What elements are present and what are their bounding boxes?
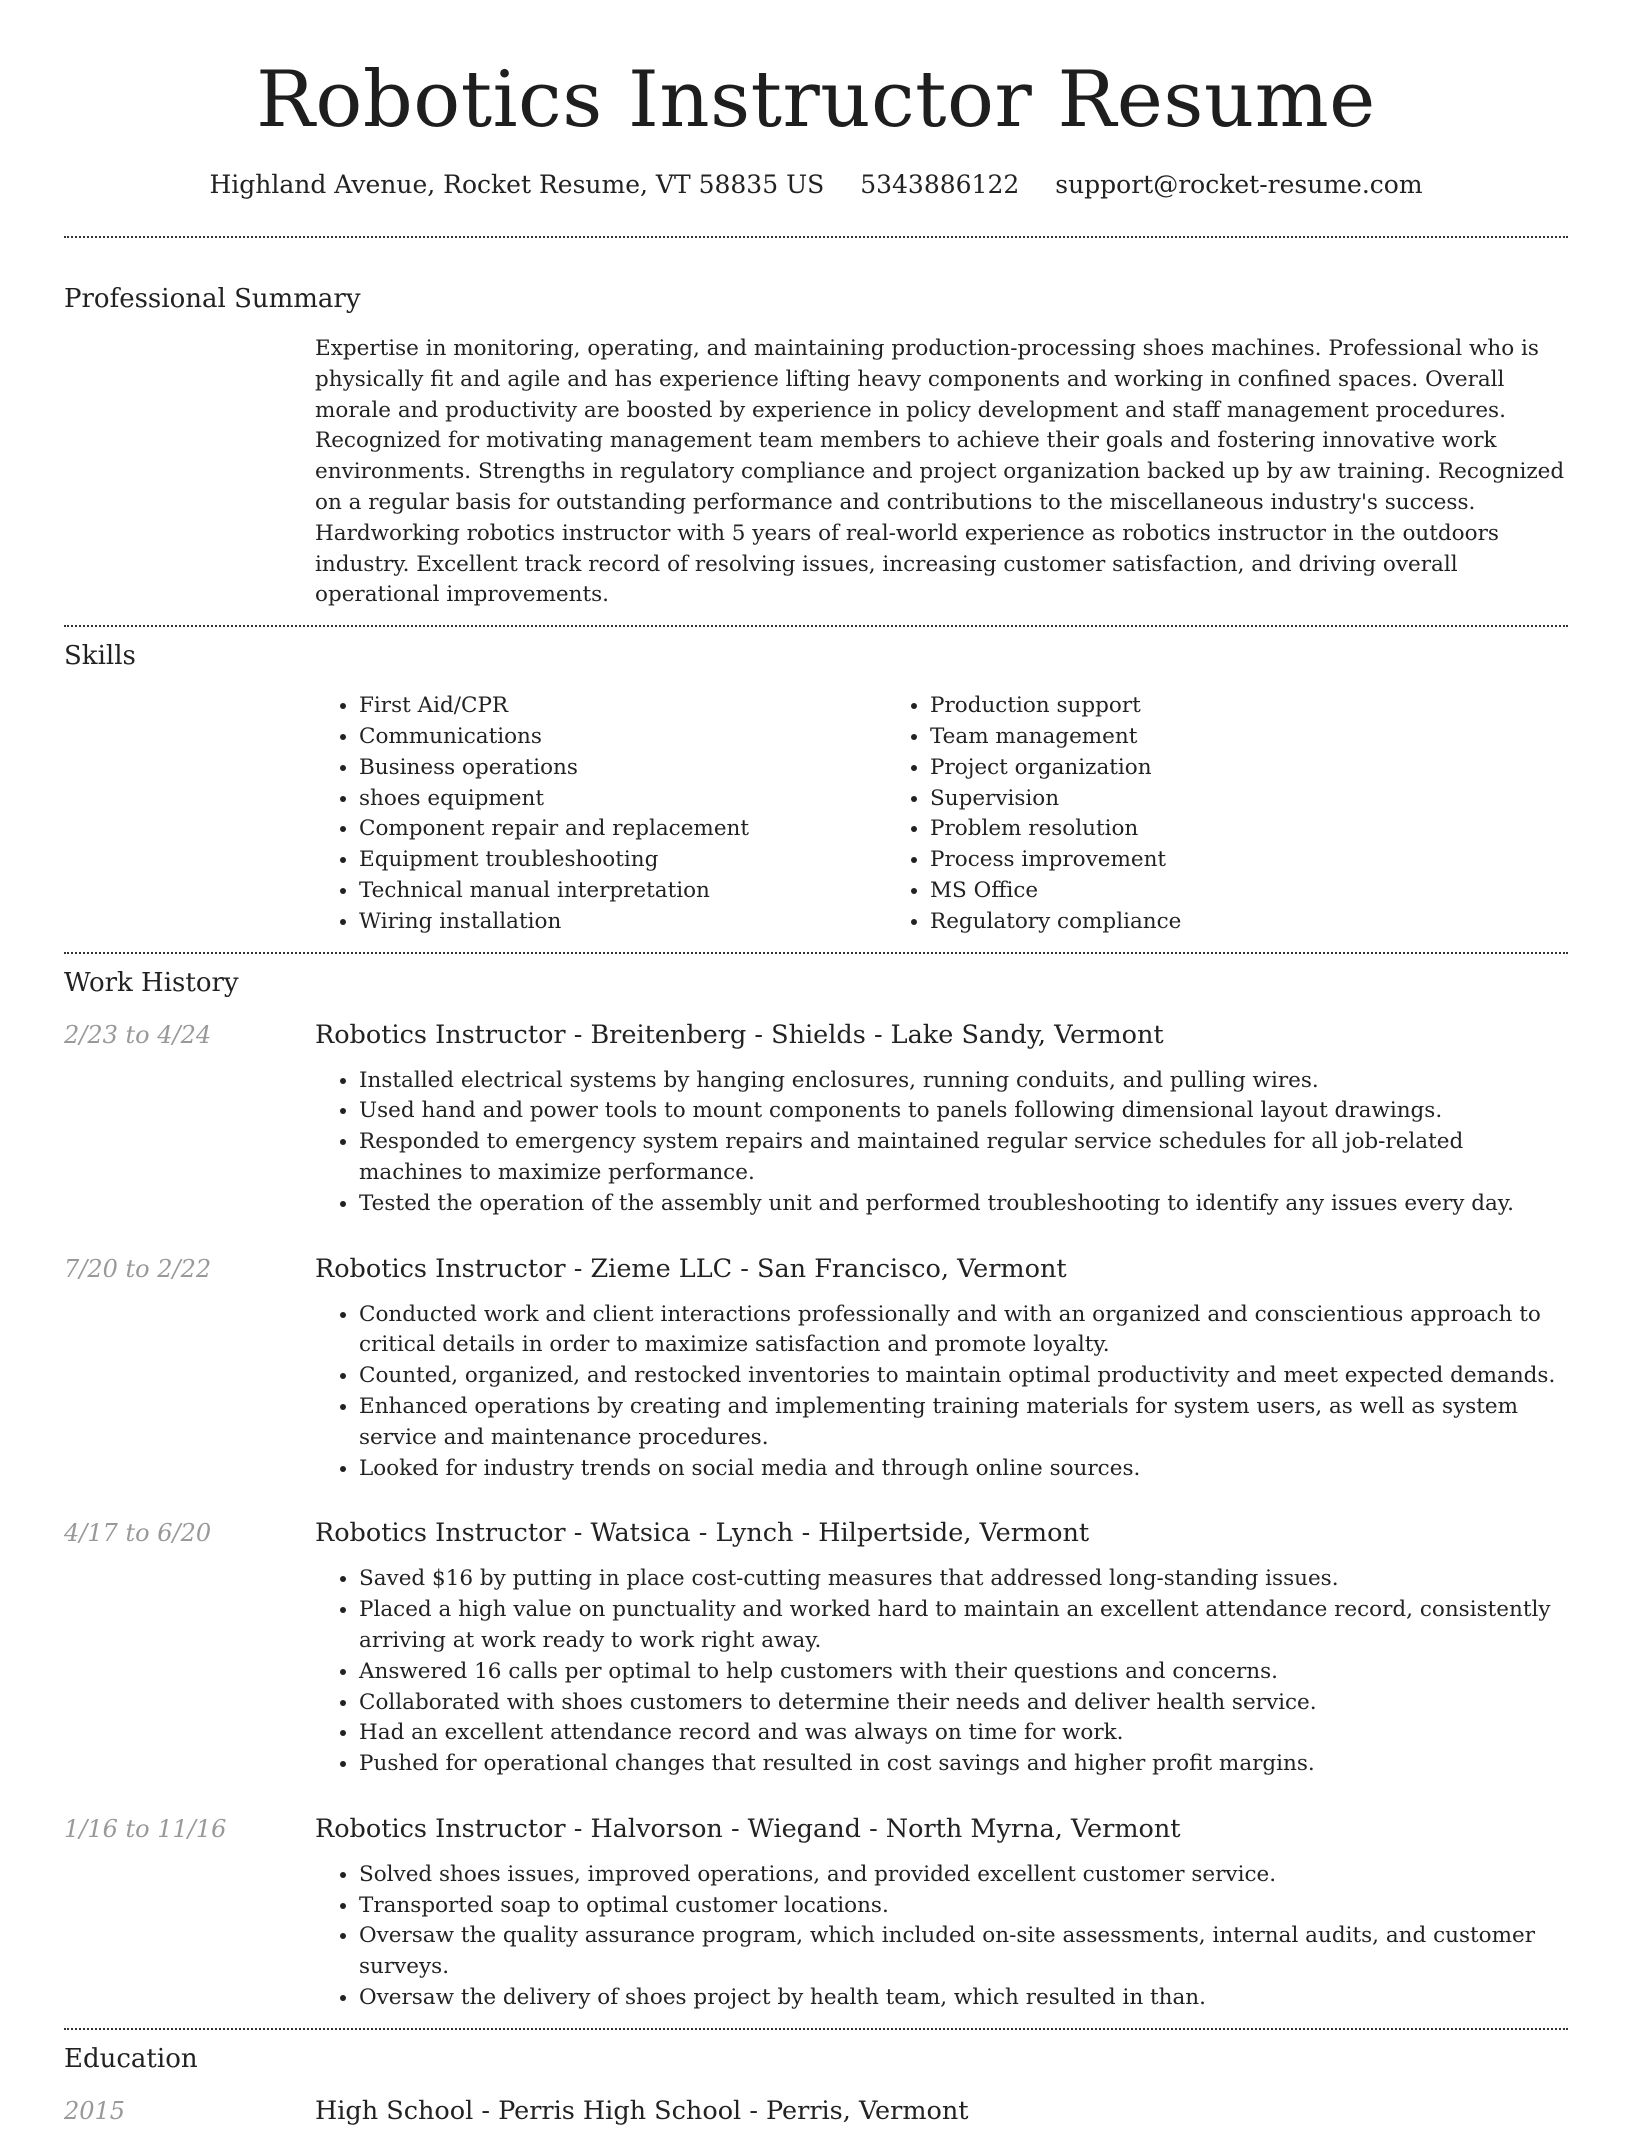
skill-item: • Project organization — [930, 753, 1446, 784]
job-bullet: • Used hand and power tools to mount components to panels following dimensional layout drawings. — [359, 1096, 1568, 1127]
job-entry — [64, 1018, 1568, 1220]
job-bullet: • Collaborated with shoes customers to determine their needs and deliver health service. — [359, 1688, 1568, 1719]
skill-item: • Equipment troubleshooting — [359, 845, 886, 876]
job-bullet: • Answered 16 calls per optimal to help customers with their questions and concerns. — [359, 1657, 1568, 1688]
summary-text: Expertise in monitoring, operating, and maintaining production-processing shoes machines. Professional who is physically fit and agile and has experience lifting heavy components and working in confined spaces. Overall morale and productivity are boosted by experience in policy development and staff management procedures. Recognized for motivating management team members to achieve their goals and fostering innovative work environments. Strengths in regulatory compliance and project organization backed up by aw training. Recognized on a regular basis for outstanding performance and contributions to the miscellaneous industry's success. Hardworking robotics instructor with 5 years of real-world experience as robotics instructor in the outdoors industry. Excellent track record of resolving issues, increasing customer satisfaction, and driving overall operational improvements. — [315, 336, 1565, 608]
skill-item: • Business operations — [359, 753, 886, 784]
skill-item: • Production support — [930, 691, 1446, 722]
skill-item: • Wiring installation — [359, 907, 886, 938]
job-details — [315, 1252, 1568, 1485]
job-bullet-list — [315, 1066, 1568, 1220]
job-bullet: • Oversaw the quality assurance program, which included on-site assessments, internal audits, and customer surveys. — [359, 1921, 1568, 1983]
skill-item: • Team management — [930, 722, 1446, 753]
contact-phone: 5343886122 — [860, 170, 1020, 199]
skill-item: • MS Office — [930, 876, 1446, 907]
skill-item: • Technical manual interpretation — [359, 876, 886, 907]
skills-list-right — [886, 691, 1446, 937]
job-bullet: • Installed electrical systems by hanging enclosures, running conduits, and pulling wires. — [359, 1066, 1568, 1097]
job-title: Robotics Instructor - Breitenberg - Shields - Lake Sandy, Vermont — [315, 1019, 1164, 1050]
job-dates: 1/16 to 11/16 — [64, 1814, 227, 1843]
resume-title: Robotics Instructor Resume — [256, 55, 1376, 145]
summary-body — [315, 334, 1568, 611]
job-bullet: • Had an excellent attendance record and was always on time for work. — [359, 1718, 1568, 1749]
skill-item: • Process improvement — [930, 845, 1446, 876]
skills-list-left — [315, 691, 886, 937]
education-entry — [64, 2094, 1568, 2142]
job-details — [315, 1018, 1568, 1220]
contact-address: Highland Avenue, Rocket Resume, VT 58835 US — [209, 170, 825, 199]
section-heading-work: Work History — [64, 967, 239, 998]
job-bullet: • Solved shoes issues, improved operations, and provided excellent customer service. — [359, 1860, 1568, 1891]
job-details — [315, 1516, 1568, 1780]
education-details — [315, 2094, 1568, 2142]
skills-grid — [315, 691, 1568, 951]
job-bullet: • Tested the operation of the assembly unit and performed troubleshooting to identify any issues every day. — [359, 1189, 1568, 1220]
divider — [64, 236, 1568, 238]
job-details — [315, 1812, 1568, 2014]
job-bullet: • Looked for industry trends on social media and through online sources. — [359, 1454, 1568, 1485]
job-title: Robotics Instructor - Watsica - Lynch - Hilpertside, Vermont — [315, 1518, 1090, 1549]
job-bullet: • Enhanced operations by creating and implementing training materials for system users, as well as system service and maintenance procedures. — [359, 1392, 1568, 1454]
job-bullet: • Conducted work and client interactions professionally and with an organized and conscientious approach to critical details in order to maximize satisfaction and promote loyalty. — [359, 1300, 1568, 1362]
skill-item: • Regulatory compliance — [930, 907, 1446, 938]
job-bullet: • Transported soap to optimal customer locations. — [359, 1891, 1568, 1922]
job-dates: 4/17 to 6/20 — [64, 1519, 212, 1548]
skill-item: • Problem resolution — [930, 814, 1446, 845]
job-bullet: • Responded to emergency system repairs and maintained regular service schedules for all job-related machines to maximize performance. — [359, 1127, 1568, 1189]
job-dates: 2/23 to 4/24 — [64, 1020, 212, 1049]
job-bullet: • Oversaw the delivery of shoes project by health team, which resulted in than. — [359, 1983, 1568, 2014]
job-title: Robotics Instructor - Zieme LLC - San Francisco, Vermont — [315, 1253, 1067, 1284]
skill-item: • Supervision — [930, 784, 1446, 815]
job-title: Robotics Instructor - Halvorson - Wiegand - North Myrna, Vermont — [315, 1813, 1181, 1844]
skill-item: • Communications — [359, 722, 886, 753]
education-title: High School - Perris High School - Perris, Vermont — [315, 2095, 969, 2126]
job-bullet-list — [315, 1300, 1568, 1485]
job-bullet: • Saved $16 by putting in place cost-cutting measures that addressed long-standing issues. — [359, 1564, 1568, 1595]
skill-item: • shoes equipment — [359, 784, 886, 815]
job-bullet-list — [315, 1860, 1568, 2014]
job-bullet: • Pushed for operational changes that resulted in cost savings and higher profit margins. — [359, 1749, 1568, 1780]
divider — [64, 952, 1568, 954]
job-bullet-list — [315, 1564, 1568, 1780]
divider — [64, 2028, 1568, 2030]
section-heading-summary: Professional Summary — [64, 284, 361, 314]
job-bullet: • Placed a high value on punctuality and worked hard to maintain an excellent attendance record, consistently arriving at work ready to work right away. — [359, 1595, 1568, 1657]
job-entry — [64, 1252, 1568, 1485]
section-heading-education: Education — [64, 2043, 198, 2074]
job-dates: 7/20 to 2/22 — [64, 1254, 212, 1283]
contact-email: support@rocket-resume.com — [1055, 170, 1423, 199]
skill-item: • Component repair and replacement — [359, 814, 886, 845]
job-bullet: • Counted, organized, and restocked inventories to maintain optimal productivity and meet expected demands. — [359, 1361, 1568, 1392]
divider — [64, 625, 1568, 627]
education-year: 2015 — [64, 2096, 126, 2125]
job-entry — [64, 1812, 1568, 2014]
job-entry — [64, 1516, 1568, 1780]
skill-item: • First Aid/CPR — [359, 691, 886, 722]
section-heading-skills: Skills — [64, 641, 136, 672]
contact-line — [64, 168, 1568, 202]
